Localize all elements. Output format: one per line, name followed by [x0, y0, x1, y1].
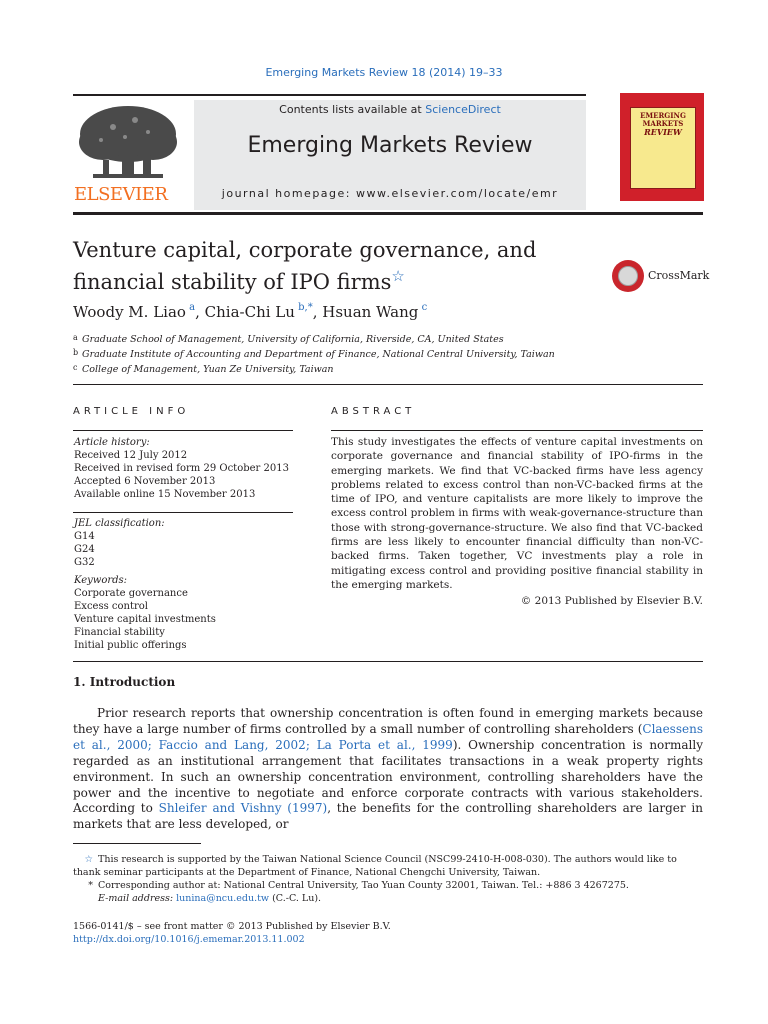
- history-item: Accepted 6 November 2013: [74, 476, 216, 487]
- history-item: Available online 15 November 2013: [74, 489, 256, 500]
- email-link[interactable]: lunina@ncu.edu.tw: [176, 893, 270, 904]
- affiliation: a Graduate School of Management, University of California, Riverside, CA, United States: [73, 333, 504, 345]
- citation-link[interactable]: Claessens et al., 2000; Faccio and Lang, 2002; La Porta et al., 1999: [73, 721, 703, 752]
- introduction-heading: 1. Introduction: [73, 675, 176, 689]
- article-title: [73, 237, 593, 295]
- history-item: Received 12 July 2012: [74, 450, 188, 461]
- header-top-rule: [73, 94, 586, 96]
- cover-line1: EMERGING: [640, 111, 686, 120]
- sciencedirect-link[interactable]: ScienceDirect: [425, 103, 501, 116]
- email-footnote: E-mail address: lunina@ncu.edu.tw (C.-C. Lu).: [98, 893, 322, 904]
- header-thick-rule: [73, 212, 703, 215]
- footnotes: [73, 853, 703, 905]
- crossmark-icon: [612, 260, 644, 292]
- history-item: Received in revised form 29 October 2013: [74, 463, 289, 474]
- journal-homepage[interactable]: journal homepage: www.elsevier.com/locate/emr: [221, 187, 559, 200]
- title-footnote-star[interactable]: ☆: [391, 267, 405, 285]
- title-line1: Venture capital, corporate governance, and: [73, 238, 537, 262]
- abstract-copyright: © 2013 Published by Elsevier B.V.: [520, 595, 703, 607]
- introduction-paragraph: Prior research reports that ownership concentration is often found in emerging markets because they have a large number of firms controlled by a small number of controlling shareholders (Claessens et al., 2000; Faccio and Lang, 2002; La Porta et al., 1999). Ownership concentration is normally regarded as an institutional arrangement that facilitates transactions in a weak property rights environment. In such an ownership concentration environment, controlling shareholders have the power and the incentive to negotiate and enforce corporate contracts with various stakeholders. According to Shleifer and Vishny (1997), the benefits for the controlling shareholders are larger in markets that are less developed, or: [73, 706, 704, 832]
- cover-line2: MARKETS: [642, 119, 684, 128]
- contents-prefix: Contents lists available at: [279, 103, 426, 116]
- author-name: Hsuan Wang: [322, 303, 419, 321]
- crossmark-badge[interactable]: [612, 260, 708, 292]
- jel-code: G14: [74, 531, 95, 542]
- jel-code: G32: [74, 557, 95, 568]
- affiliations: [73, 331, 555, 376]
- elsevier-wordmark: ELSEVIER: [74, 184, 168, 205]
- keyword: Financial stability: [74, 627, 165, 638]
- crossmark-label: CrossMark: [648, 269, 710, 282]
- author-affil-link[interactable]: a: [189, 302, 196, 313]
- contents-line: [194, 103, 586, 116]
- article-info-heading: ARTICLE INFO: [73, 406, 190, 417]
- author-list: Woody M. Liao $^a$, Chia-Chi Lu $^{b,*}$, Hsuan Wang $^c$: [73, 302, 428, 321]
- affiliation-rule: [73, 384, 703, 385]
- author-affil-link[interactable]: c: [421, 302, 428, 313]
- jel-classification: JEL classification: G14 G24 G32: [74, 518, 165, 568]
- funding-footnote: ☆ This research is supported by the Taiwan National Science Council (NSC99-2410-H-008-030). The authors would like to thank seminar participants at the Department of Finance, National Chengchi University, Taiwan.: [73, 854, 677, 878]
- jel-code: G24: [74, 544, 95, 555]
- abstract-heading: ABSTRACT: [331, 406, 416, 417]
- corresponding-author-footnote: * Corresponding author at: National Central University, Tao Yuan County 32001, Taiwan. Tel.: +886 3 4267275.: [88, 880, 629, 891]
- abstract-rule: [331, 430, 703, 431]
- author-name: Chia-Chi Lu: [204, 303, 295, 321]
- keyword: Initial public offerings: [74, 640, 187, 651]
- cover-line3: REVIEW: [644, 127, 682, 137]
- doi-link[interactable]: http://dx.doi.org/10.1016/j.ememar.2013.11.002: [73, 934, 305, 945]
- affiliation: b Graduate Institute of Accounting and Department of Finance, National Central University, Taiwan: [73, 348, 555, 360]
- article-history: Article history: Received 12 July 2012 Received in revised form 29 October 2013 Accepted 6 November 2013 Available online 15 November 2013: [74, 437, 289, 500]
- footnote-rule: [73, 843, 201, 844]
- keyword: Venture capital investments: [74, 614, 216, 625]
- journal-cover-thumbnail: [620, 93, 704, 201]
- front-matter: [73, 920, 391, 946]
- title-line2: financial stability of IPO firms: [73, 270, 392, 294]
- abstract-text: This study investigates the effects of venture capital investments on corporate governance and financial stability of IPO-firms in the emerging markets. We find that VC-backed firms have less agency problems related to excess control than non-VC-backed firms at the time of IPO, and venture capitalists are more likely to improve the excess control problem in firms with weak-governance-structure than those with strong-governance-structure. We also find that VC-backed firms are less likely to encounter financial difficulty than non-VC-backed firms. Taken together, VC investments play a role in mitigating excess control and providing positive financial stability in the emerging markets.: [331, 436, 703, 591]
- keyword: Excess control: [74, 601, 148, 612]
- history-rule: [73, 512, 293, 513]
- author-affil-link[interactable]: b,*: [298, 302, 313, 313]
- affiliation: c College of Management, Yuan Ze University, Taiwan: [73, 363, 334, 375]
- abstract-bottom-rule: [73, 661, 703, 662]
- issn-line: 1566-0141/$ – see front matter © 2013 Published by Elsevier B.V.: [73, 921, 391, 932]
- keywords: Keywords: Corporate governance Excess control Venture capital investments Financial stability Initial public offerings: [74, 575, 216, 651]
- citation-link[interactable]: Shleifer and Vishny (1997): [158, 801, 328, 816]
- author-name: Woody M. Liao: [73, 303, 186, 321]
- keyword: Corporate governance: [74, 588, 188, 599]
- journal-reference[interactable]: Emerging Markets Review 18 (2014) 19–33: [265, 66, 503, 79]
- article-info-rule: [73, 430, 293, 431]
- journal-title: Emerging Markets Review: [247, 133, 533, 158]
